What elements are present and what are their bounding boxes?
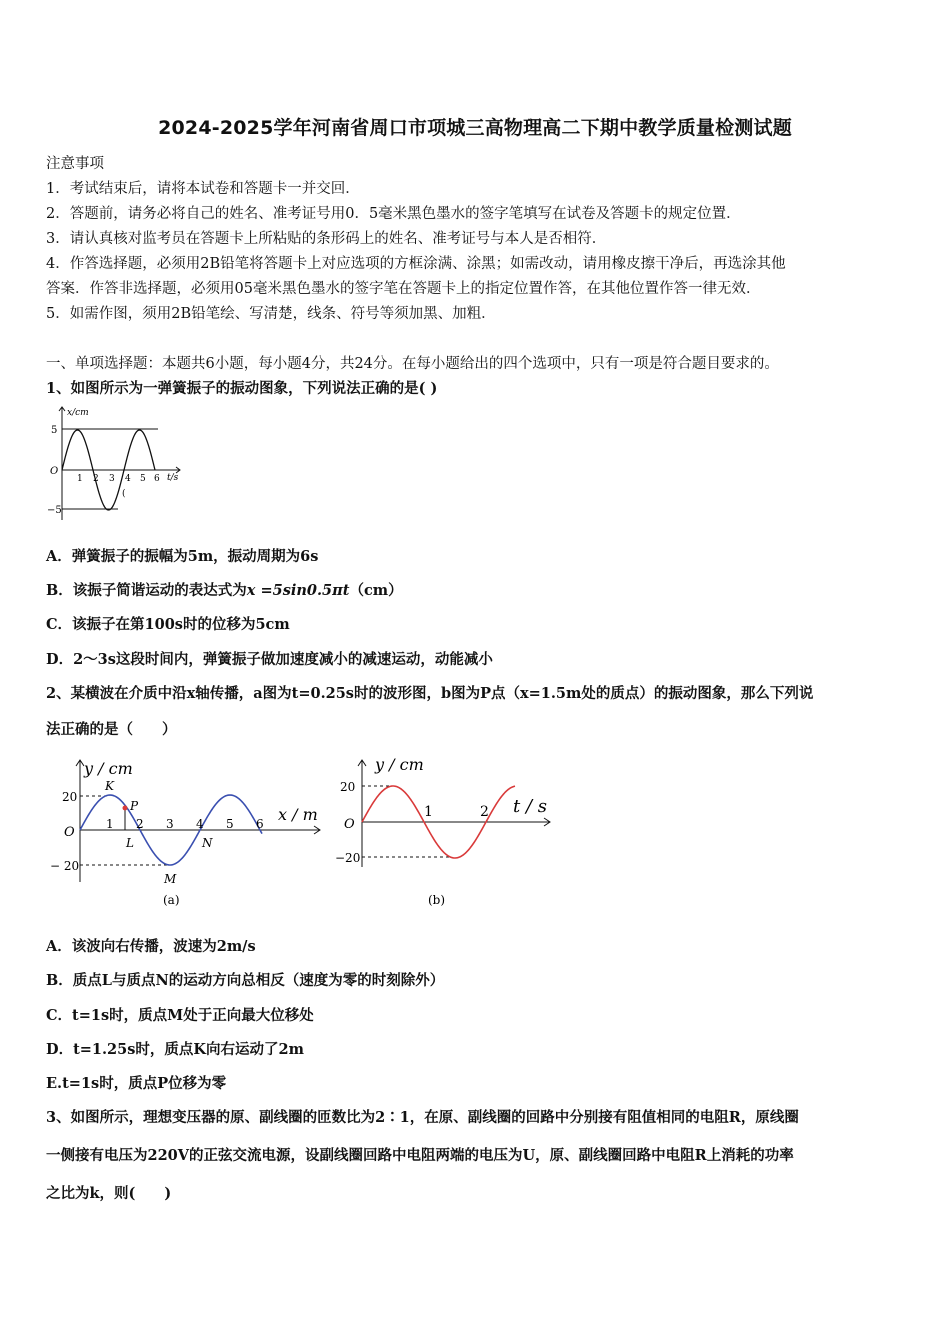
- q1-xtick: 3: [109, 474, 115, 484]
- q1-ylabel: x/cm: [67, 408, 89, 418]
- q1-xtick: 5: [140, 474, 146, 484]
- q2a-xlabel: x / m: [278, 805, 318, 824]
- q1-option-d: D．2～3s这段时间内，弹簧振子做加速度减小的减速运动，动能减小: [46, 651, 493, 668]
- q2a-label-n: N: [202, 836, 213, 850]
- q2-option-b: B．质点L与质点N的运动方向总相反（速度为零的时刻除外）: [46, 972, 445, 989]
- q2-option-a: A．该波向右传播，波速为2m/s: [46, 938, 256, 955]
- q1-mark: (: [122, 489, 126, 499]
- q1-option-a: A．弹簧振子的振幅为5m，振动周期为6s: [46, 548, 319, 565]
- q2a-xtick: 2: [136, 817, 144, 831]
- q2b-xtick: 2: [480, 804, 489, 820]
- notice-item: 答案．作答非选择题，必须用05毫米黑色墨水的签字笔在答题卡上的指定位置作答，在其他位置作答一律无效．: [46, 281, 761, 297]
- q2a-ylabel: y / cm: [84, 759, 133, 778]
- q2a-xtick: 1: [106, 817, 114, 831]
- notice-item: 4．作答选择题，必须用2B铅笔将答题卡上对应选项的方框涂满、涂黑；如需改动，请用橡皮擦干净后，再选涂其他: [46, 256, 786, 272]
- q2a-xtick: 4: [196, 817, 204, 831]
- q1-xtick: 4: [125, 474, 131, 484]
- q2a-xtick: 5: [226, 817, 234, 831]
- q2b-xlabel: t / s: [513, 796, 547, 817]
- question-3-line: 一侧接有电压为220V的正弦交流电源，设副线圈回路中电阻两端的电压为U，原、副线圈回路中电阻R上消耗的功率: [46, 1147, 794, 1164]
- q2a-xtick: 6: [256, 817, 264, 831]
- q2a-xtick: 3: [166, 817, 174, 831]
- q2a-label-p: P: [130, 799, 139, 813]
- q2a-ybottom: − 20: [50, 859, 80, 873]
- q2a-label-k: K: [105, 779, 114, 793]
- q1-option-c: C．该振子在第100s时的位移为5cm: [46, 616, 290, 633]
- q2-option-c: C．t=1s时，质点M处于正向最大位移处: [46, 1007, 314, 1024]
- q1-vibration-graph: [40, 402, 190, 527]
- q1-ytop: 5: [51, 425, 58, 436]
- q1-ybottom: −5: [47, 505, 62, 516]
- q1-xlabel: t/s: [167, 473, 179, 483]
- q2b-origin: O: [344, 817, 355, 832]
- q2a-label-m: M: [164, 872, 177, 886]
- q1-option-b-expr: x =5sin0.5πt: [246, 582, 350, 599]
- page-title: 2024-2025学年河南省周口市项城三高物理高二下期中教学质量检测试题: [158, 117, 792, 139]
- q2a-caption: (a): [163, 893, 180, 907]
- notice-item: 2．答题前，请务必将自己的姓名、准考证号用0．5毫米黑色墨水的签字笔填写在试卷及答题卡的规定位置．: [46, 206, 741, 222]
- notice-heading: 注意事项: [46, 156, 104, 172]
- q2b-ytop: 20: [340, 780, 356, 794]
- q2a-point-p: [123, 806, 128, 811]
- q2-option-d: D．t=1.25s时，质点K向右运动了2m: [46, 1041, 304, 1058]
- q2b-ybottom: −20: [335, 851, 361, 865]
- q1-xtick: 2: [93, 474, 99, 484]
- question-2-stem: 2、某横波在介质中沿x轴传播，a图为t=0.25s时的波形图，b图为P点（x=1.5m处的质点）的振动图象，那么下列说: [46, 685, 814, 702]
- q1-option-b: [46, 579, 403, 600]
- q2-vibration-graph-b: [330, 752, 560, 914]
- question-2-stem-cont: 法正确的是（ ）: [46, 721, 177, 738]
- question-3-line: 3、如图所示，理想变压器的原、副线圈的匝数比为2∶1，在原、副线圈的回路中分别接有阻值相同的电阻R，原线圈: [46, 1109, 799, 1126]
- q2a-label-l: L: [126, 836, 134, 850]
- q1-origin: O: [50, 466, 59, 477]
- section-heading: 一、单项选择题：本题共6小题，每小题4分，共24分。在每小题给出的四个选项中，只有一项是符合题目要求的。: [46, 356, 779, 372]
- notice-item: 1．考试结束后，请将本试卷和答题卡一并交回．: [46, 181, 360, 197]
- q1-xtick: 6: [154, 474, 160, 484]
- q2-option-e: E.t=1s时，质点P位移为零: [46, 1075, 227, 1092]
- question-1-stem: 1、如图所示为一弹簧振子的振动图象，下列说法正确的是( ): [46, 380, 438, 397]
- q2a-origin: O: [64, 825, 75, 840]
- notice-item: 5．如需作图，须用2B铅笔绘、写清楚，线条、符号等须加黑、加粗．: [46, 306, 496, 322]
- notice-item: 3．请认真核对监考员在答题卡上所粘贴的条形码上的姓名、准考证号与本人是否相符．: [46, 231, 607, 247]
- q2b-xtick: 1: [424, 804, 433, 820]
- q2b-caption: (b): [428, 893, 446, 907]
- q1-option-b-text: B．该振子简谐运动的表达式为: [46, 582, 247, 599]
- q2b-ylabel: y / cm: [375, 755, 424, 774]
- q2a-ytop: 20: [62, 790, 78, 804]
- q1-option-b-unit: （cm）: [349, 582, 403, 599]
- question-3-line: 之比为k，则( ): [46, 1185, 172, 1202]
- q2-wave-graph-a: [50, 752, 330, 914]
- q1-xtick: 1: [77, 474, 83, 484]
